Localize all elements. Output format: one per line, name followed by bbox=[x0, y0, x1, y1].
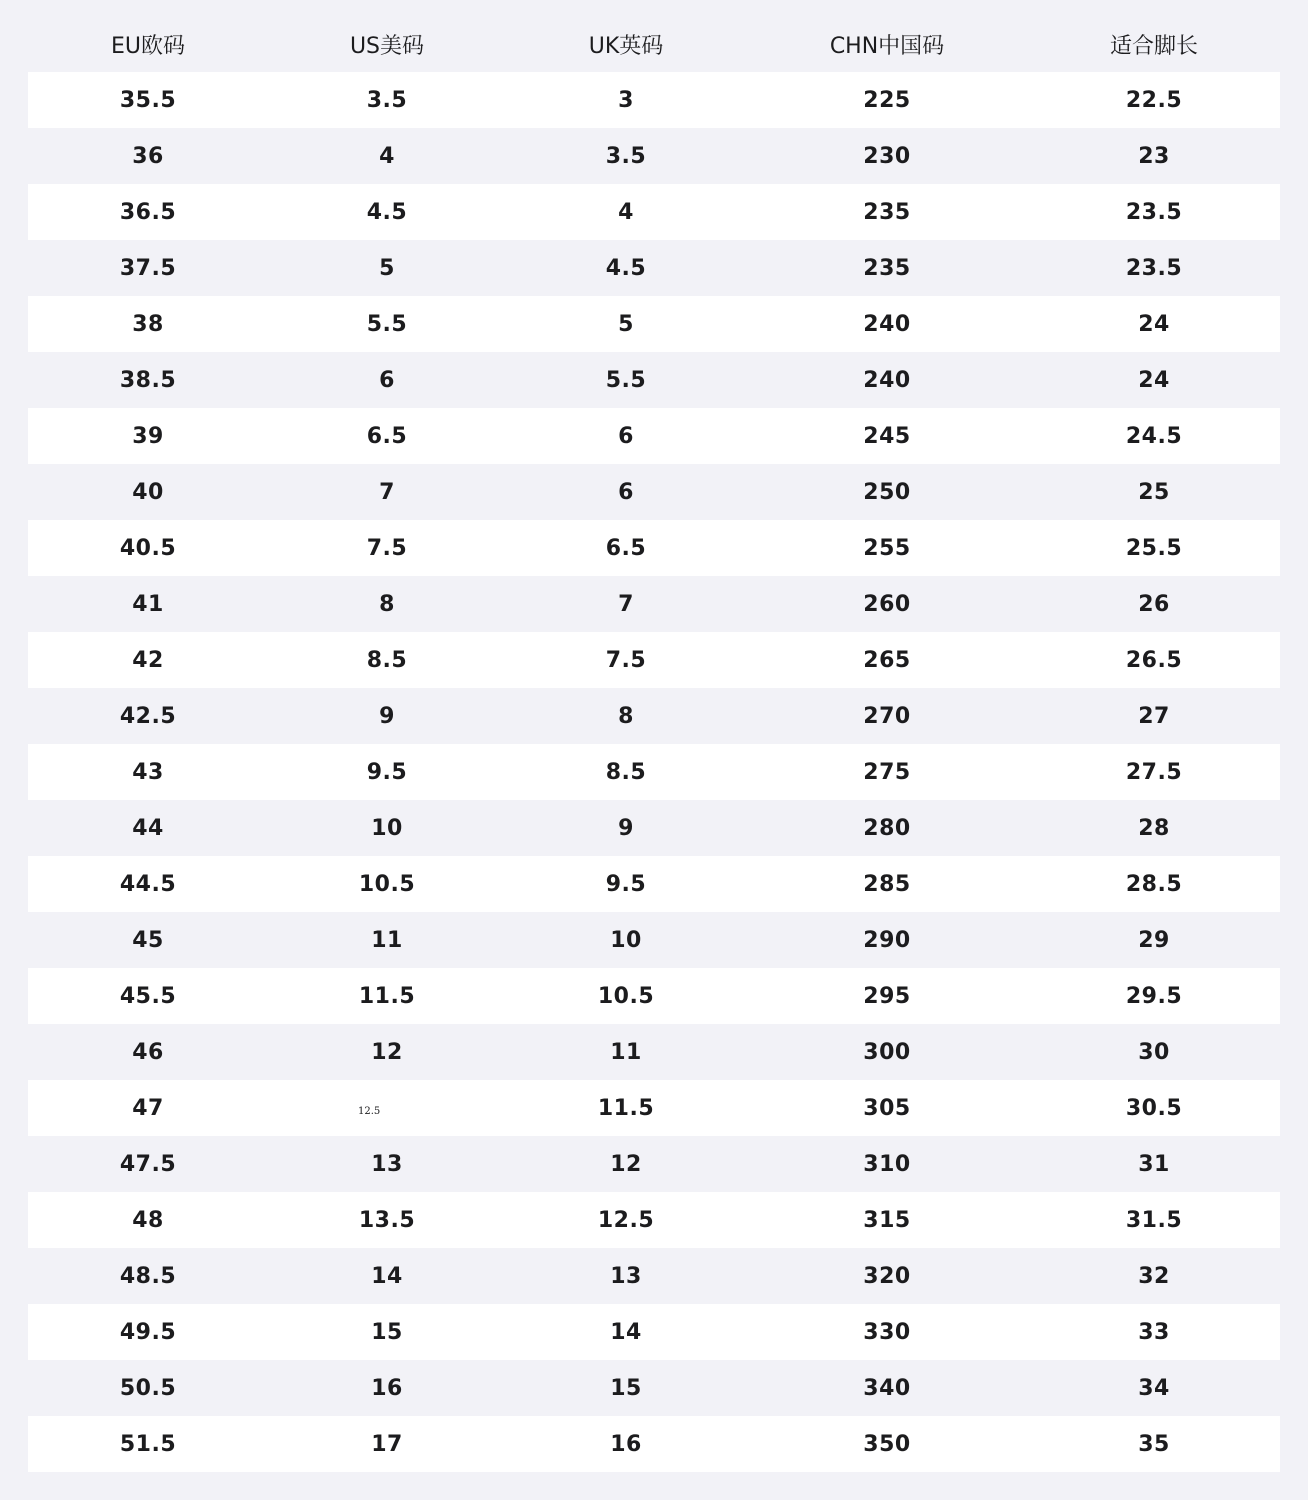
cell-foot-length: 35 bbox=[1138, 1431, 1170, 1457]
cell-chn: 300 bbox=[863, 1039, 911, 1065]
cell-foot-length: 26 bbox=[1138, 591, 1170, 617]
table-row bbox=[28, 1136, 1280, 1192]
cell-chn: 255 bbox=[863, 535, 911, 561]
cell-us: 13 bbox=[371, 1151, 403, 1177]
cell-chn: 320 bbox=[863, 1263, 911, 1289]
cell-us: 9.5 bbox=[366, 759, 408, 785]
cell-uk: 5.5 bbox=[605, 367, 647, 393]
cell-foot-length: 23.5 bbox=[1125, 255, 1183, 281]
cell-chn: 235 bbox=[863, 255, 911, 281]
cell-us: 5.5 bbox=[366, 311, 408, 337]
cell-uk: 11.5 bbox=[597, 1095, 655, 1121]
cell-chn: 265 bbox=[863, 647, 911, 673]
cell-eu: 36 bbox=[132, 143, 164, 169]
cell-foot-length: 32 bbox=[1138, 1263, 1170, 1289]
cell-eu: 46 bbox=[132, 1039, 164, 1065]
cell-uk: 6 bbox=[618, 479, 634, 505]
cell-eu: 44.5 bbox=[119, 871, 177, 897]
cell-eu: 48 bbox=[132, 1207, 164, 1233]
cell-uk: 12.5 bbox=[597, 1207, 655, 1233]
header-chn: CHN中国码 bbox=[829, 33, 945, 59]
cell-eu: 36.5 bbox=[119, 199, 177, 225]
cell-us: 3.5 bbox=[366, 87, 408, 113]
cell-chn: 235 bbox=[863, 199, 911, 225]
cell-us: 7.5 bbox=[366, 535, 408, 561]
table-row bbox=[28, 352, 1280, 408]
cell-eu: 45.5 bbox=[119, 983, 177, 1009]
cell-uk: 6 bbox=[618, 423, 634, 449]
cell-uk: 13 bbox=[610, 1263, 642, 1289]
cell-eu: 38.5 bbox=[119, 367, 177, 393]
cell-eu: 47 bbox=[132, 1095, 164, 1121]
cell-uk: 3.5 bbox=[605, 143, 647, 169]
cell-foot-length: 30.5 bbox=[1125, 1095, 1183, 1121]
cell-foot-length: 24 bbox=[1138, 311, 1170, 337]
table-row bbox=[28, 464, 1280, 520]
cell-chn: 230 bbox=[863, 143, 911, 169]
table-row bbox=[28, 744, 1280, 800]
cell-eu: 50.5 bbox=[119, 1375, 177, 1401]
header-eu: EU欧码 bbox=[110, 33, 185, 59]
cell-chn: 295 bbox=[863, 983, 911, 1009]
cell-uk: 3 bbox=[618, 87, 634, 113]
cell-uk: 14 bbox=[610, 1319, 642, 1345]
table-row bbox=[28, 1304, 1280, 1360]
table-row bbox=[28, 1360, 1280, 1416]
table-row bbox=[28, 1248, 1280, 1304]
cell-foot-length: 23 bbox=[1138, 143, 1170, 169]
cell-us: 11 bbox=[371, 927, 403, 953]
cell-uk: 11 bbox=[610, 1039, 642, 1065]
cell-foot-length: 33 bbox=[1138, 1319, 1170, 1345]
cell-foot-length: 29 bbox=[1138, 927, 1170, 953]
cell-foot-length: 24.5 bbox=[1125, 423, 1183, 449]
table-row bbox=[28, 408, 1280, 464]
cell-us: 4.5 bbox=[366, 199, 408, 225]
cell-uk: 9 bbox=[618, 815, 634, 841]
cell-eu: 40 bbox=[132, 479, 164, 505]
cell-us: 10.5 bbox=[358, 871, 416, 897]
cell-foot-length: 27.5 bbox=[1125, 759, 1183, 785]
cell-us: 11.5 bbox=[358, 983, 416, 1009]
table-row bbox=[28, 1192, 1280, 1248]
cell-uk: 16 bbox=[610, 1431, 642, 1457]
cell-us: 8.5 bbox=[366, 647, 408, 673]
cell-chn: 270 bbox=[863, 703, 911, 729]
cell-uk: 10 bbox=[610, 927, 642, 953]
cell-us: 12.5 bbox=[358, 1105, 381, 1117]
cell-foot-length: 28.5 bbox=[1125, 871, 1183, 897]
table-row bbox=[28, 1416, 1280, 1472]
cell-eu: 48.5 bbox=[119, 1263, 177, 1289]
cell-uk: 7.5 bbox=[605, 647, 647, 673]
cell-chn: 275 bbox=[863, 759, 911, 785]
header-foot-length: 适合脚长 bbox=[1109, 33, 1198, 59]
table-row bbox=[28, 520, 1280, 576]
cell-us: 9 bbox=[379, 703, 395, 729]
cell-chn: 240 bbox=[863, 311, 911, 337]
cell-foot-length: 28 bbox=[1138, 815, 1170, 841]
header-uk: UK英码 bbox=[588, 33, 664, 59]
cell-us: 12 bbox=[371, 1039, 403, 1065]
cell-us: 17 bbox=[371, 1431, 403, 1457]
cell-chn: 260 bbox=[863, 591, 911, 617]
cell-uk: 9.5 bbox=[605, 871, 647, 897]
cell-eu: 42 bbox=[132, 647, 164, 673]
cell-eu: 45 bbox=[132, 927, 164, 953]
cell-chn: 305 bbox=[863, 1095, 911, 1121]
cell-chn: 250 bbox=[863, 479, 911, 505]
table-row bbox=[28, 296, 1280, 352]
header-us: US美码 bbox=[349, 33, 425, 59]
cell-eu: 49.5 bbox=[119, 1319, 177, 1345]
cell-uk: 10.5 bbox=[597, 983, 655, 1009]
cell-foot-length: 23.5 bbox=[1125, 199, 1183, 225]
cell-us: 8 bbox=[379, 591, 395, 617]
cell-us: 6 bbox=[379, 367, 395, 393]
cell-eu: 47.5 bbox=[119, 1151, 177, 1177]
cell-foot-length: 25.5 bbox=[1125, 535, 1183, 561]
table-row bbox=[28, 128, 1280, 184]
cell-foot-length: 30 bbox=[1138, 1039, 1170, 1065]
size-chart-table bbox=[28, 16, 1280, 1472]
cell-us: 4 bbox=[379, 143, 395, 169]
cell-eu: 44 bbox=[132, 815, 164, 841]
table-row bbox=[28, 240, 1280, 296]
cell-eu: 42.5 bbox=[119, 703, 177, 729]
cell-chn: 310 bbox=[863, 1151, 911, 1177]
table-body bbox=[28, 72, 1280, 1472]
cell-uk: 5 bbox=[618, 311, 634, 337]
cell-us: 15 bbox=[371, 1319, 403, 1345]
table-row bbox=[28, 688, 1280, 744]
cell-uk: 12 bbox=[610, 1151, 642, 1177]
table-row bbox=[28, 856, 1280, 912]
table-row bbox=[28, 576, 1280, 632]
cell-eu: 39 bbox=[132, 423, 164, 449]
cell-foot-length: 34 bbox=[1138, 1375, 1170, 1401]
table-row bbox=[28, 912, 1280, 968]
cell-foot-length: 25 bbox=[1138, 479, 1170, 505]
table-header bbox=[28, 16, 1280, 72]
cell-foot-length: 26.5 bbox=[1125, 647, 1183, 673]
cell-us: 16 bbox=[371, 1375, 403, 1401]
cell-uk: 15 bbox=[610, 1375, 642, 1401]
cell-eu: 35.5 bbox=[119, 87, 177, 113]
cell-us: 10 bbox=[371, 815, 403, 841]
cell-foot-length: 29.5 bbox=[1125, 983, 1183, 1009]
cell-foot-length: 24 bbox=[1138, 367, 1170, 393]
cell-chn: 330 bbox=[863, 1319, 911, 1345]
table-row bbox=[28, 968, 1280, 1024]
table-row bbox=[28, 1024, 1280, 1080]
cell-chn: 245 bbox=[863, 423, 911, 449]
cell-eu: 37.5 bbox=[119, 255, 177, 281]
cell-eu: 51.5 bbox=[119, 1431, 177, 1457]
cell-foot-length: 31.5 bbox=[1125, 1207, 1183, 1233]
cell-chn: 225 bbox=[863, 87, 911, 113]
table-row bbox=[28, 632, 1280, 688]
cell-foot-length: 22.5 bbox=[1125, 87, 1183, 113]
cell-chn: 340 bbox=[863, 1375, 911, 1401]
cell-eu: 38 bbox=[132, 311, 164, 337]
cell-us: 7 bbox=[379, 479, 395, 505]
table-row bbox=[28, 800, 1280, 856]
cell-us: 13.5 bbox=[358, 1207, 416, 1233]
cell-us: 14 bbox=[371, 1263, 403, 1289]
cell-uk: 8.5 bbox=[605, 759, 647, 785]
cell-uk: 8 bbox=[618, 703, 634, 729]
cell-us: 5 bbox=[379, 255, 395, 281]
cell-foot-length: 31 bbox=[1138, 1151, 1170, 1177]
cell-uk: 7 bbox=[618, 591, 634, 617]
cell-eu: 40.5 bbox=[119, 535, 177, 561]
table-row bbox=[28, 184, 1280, 240]
cell-chn: 280 bbox=[863, 815, 911, 841]
cell-eu: 41 bbox=[132, 591, 164, 617]
cell-uk: 6.5 bbox=[605, 535, 647, 561]
cell-chn: 285 bbox=[863, 871, 911, 897]
table-row bbox=[28, 72, 1280, 128]
cell-foot-length: 27 bbox=[1138, 703, 1170, 729]
cell-uk: 4.5 bbox=[605, 255, 647, 281]
cell-chn: 240 bbox=[863, 367, 911, 393]
table-row bbox=[28, 1080, 1280, 1136]
cell-eu: 43 bbox=[132, 759, 164, 785]
cell-us: 6.5 bbox=[366, 423, 408, 449]
cell-chn: 315 bbox=[863, 1207, 911, 1233]
cell-chn: 290 bbox=[863, 927, 911, 953]
cell-uk: 4 bbox=[618, 199, 634, 225]
cell-chn: 350 bbox=[863, 1431, 911, 1457]
